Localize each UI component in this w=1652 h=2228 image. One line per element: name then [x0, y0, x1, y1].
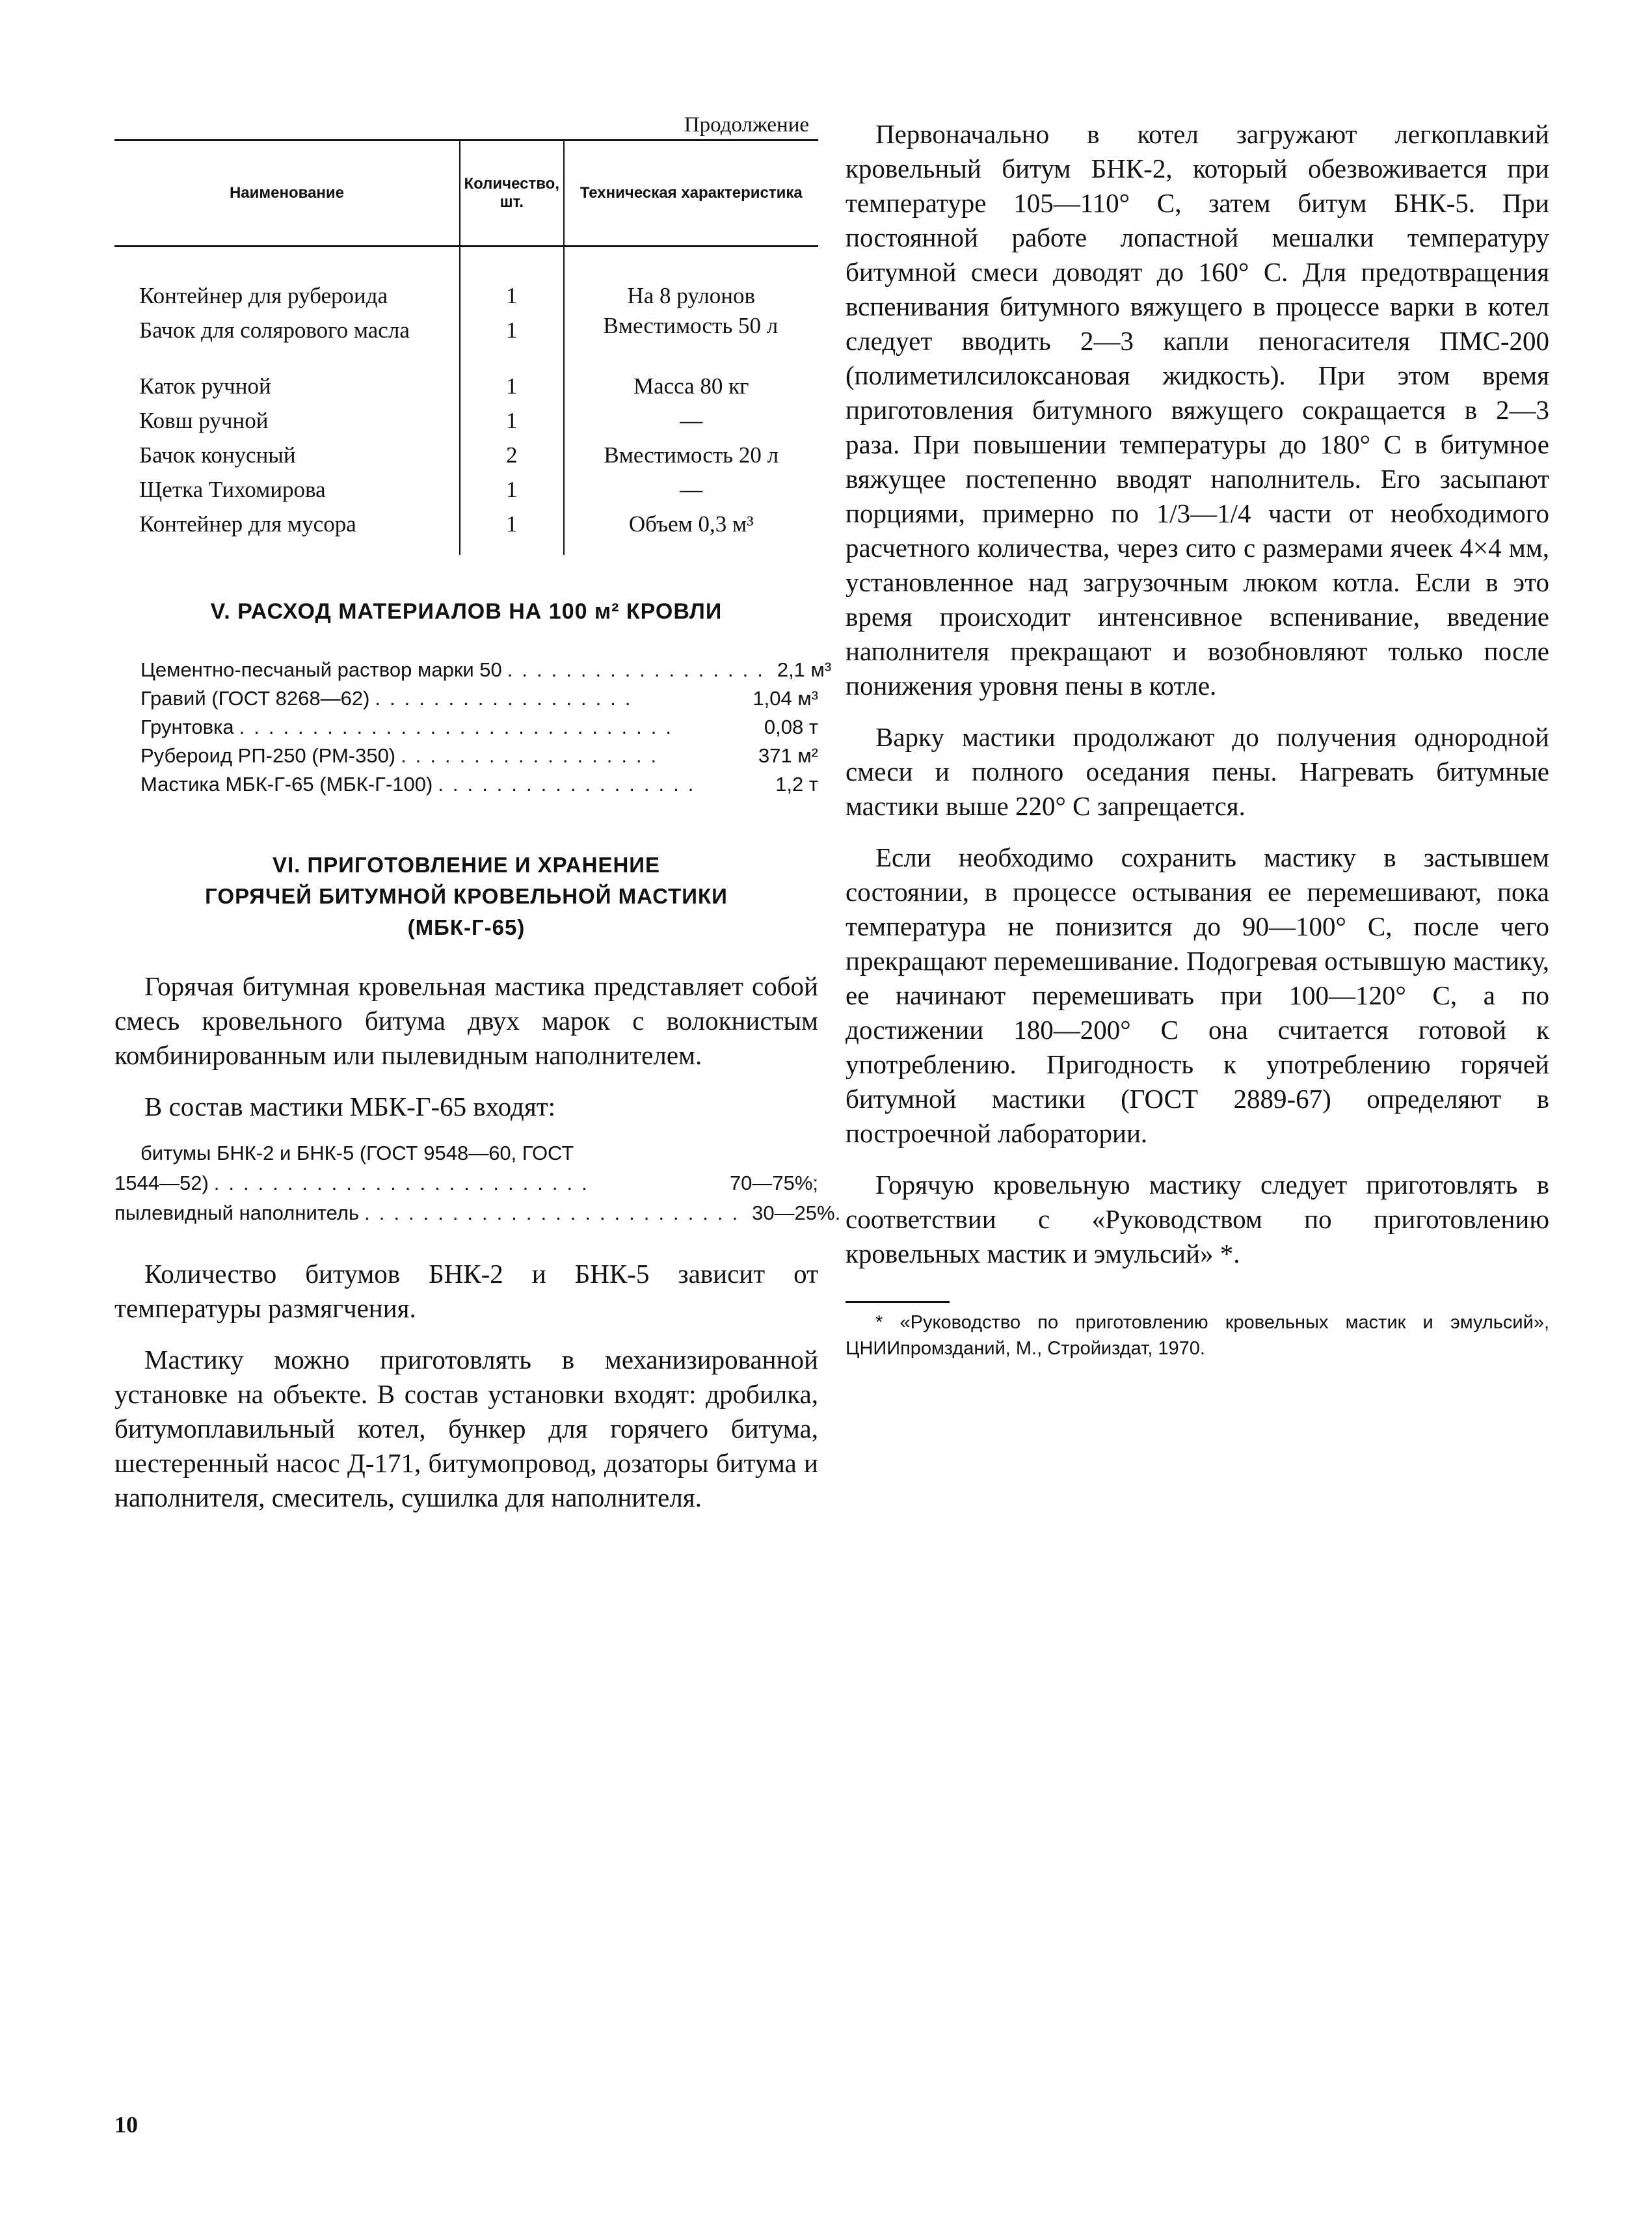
table-row	[114, 507, 818, 555]
equipment-table	[114, 139, 818, 555]
header-name: Наименование	[114, 141, 460, 247]
list-item	[114, 742, 818, 770]
material-value: 1,2 т	[775, 773, 818, 796]
material-value: 0,08 т	[764, 716, 818, 738]
row-name: Бачок для солярового масла	[139, 317, 410, 343]
material-name: Мастика МБК-Г-65 (МБК-Г-100)	[140, 773, 433, 796]
table-header-row	[114, 141, 818, 247]
paragraph: Мастику можно приготовлять в механизированной установке на объекте. В состав установки входят: дробилка, битумоплавильный котел, бункер для горячего битума, шестеренный насос Д-171, битумопровод, дозаторы битума и наполнителя, смеситель, сушилка для наполнителя.	[114, 1345, 818, 1512]
row-qty: 1	[460, 247, 564, 314]
material-value: 1,04 м³	[753, 687, 818, 710]
table-row	[114, 438, 818, 472]
row-name: Контейнер для рубероида	[139, 283, 388, 308]
paragraph: Количество битумов БНК-2 и БНК-5 зависит от температуры размягчения.	[114, 1259, 818, 1323]
row-name: Контейнер для мусора	[139, 511, 356, 537]
table-row	[114, 369, 818, 403]
dot-leader: ..........................	[213, 1172, 596, 1194]
composition-line: битумы БНК-2 и БНК-5 (ГОСТ 9548—60, ГОСТ	[140, 1142, 574, 1164]
dot-leader: ..............................	[239, 716, 680, 738]
paragraph: Горячая битумная кровельная мастика представляет собой смесь кровельного битума двух марок с волокнистым комбинированным или пылевидным наполнителем.	[114, 971, 818, 1070]
materials-list	[114, 656, 832, 799]
composition-list	[114, 1138, 841, 1228]
row-qty: 1	[460, 369, 564, 403]
section-6-heading	[114, 850, 818, 943]
composition-name: 1544—52)	[114, 1172, 209, 1194]
paragraph: Первоначально в котел загружают легкоплавкий кровельный битум БНК-2, который обезвоживается при температуре 105—110° С, затем битум БНК-5. При постоянной работе лопастной мешалки температуру битумной смеси доводят до 160° С. Для предотвращения вспенивания битумного вяжущего в процессе варки в котел следует вводить 2—3 капли пеногасителя ПМС-200 (полиметилсилоксановая жидкость). При этом время приготовления битумного вяжущего сокращается в 2—3 раза. При повышении температуры до 180° С в битумное вяжущее постепенно вводят наполнитель. Его засыпают порциями, примерно по 1/3—1/4 части от необходимого расчетного количества, через сито с размерами ячеек 4×4 мм, установленное над загрузочным люком котла. Если в это время происходит интенсивное вспенивание, введение наполнителя прекращают и возобновляют только после понижения уровня пены в котле.	[846, 119, 1549, 701]
composition-line	[114, 1168, 818, 1198]
section-6-heading-line: ГОРЯЧЕЙ БИТУМНОЙ КРОВЕЛЬНОЙ МАСТИКИ	[205, 884, 728, 908]
material-name: Рубероид РП-250 (РМ-350)	[140, 744, 396, 767]
dot-leader: ..................	[401, 744, 666, 767]
section-5-heading: V. РАСХОД МАТЕРИАЛОВ НА 100 м² КРОВЛИ	[210, 599, 723, 624]
footnote-divider	[846, 1301, 950, 1303]
continuation-label: Продолжение	[684, 113, 809, 137]
material-value: 371 м²	[758, 744, 818, 767]
header-quantity: Количество, шт.	[460, 141, 564, 247]
row-spec: Масса 80 кг	[633, 373, 749, 399]
section-6-heading-line: (МБК-Г-65)	[407, 915, 526, 939]
row-spec: —	[680, 408, 703, 433]
material-name: Гравий (ГОСТ 8268—62)	[140, 687, 370, 710]
footnote: * «Руководство по приготовлению кровельных мастик и эмульсий», ЦНИИпромзданий, М., Стройиздат, 1970.	[846, 1312, 1549, 1359]
table-row	[114, 313, 818, 369]
row-qty: 1	[460, 507, 564, 555]
row-spec: Вместимость 50 л	[603, 313, 779, 338]
composition-value: 70—75%;	[729, 1172, 818, 1194]
composition-line	[114, 1198, 841, 1228]
table-row	[114, 472, 818, 507]
dot-leader: ..................	[375, 687, 640, 710]
list-item	[114, 770, 818, 799]
list-item	[114, 684, 818, 713]
dot-leader: ..........................	[364, 1201, 747, 1224]
paragraph: Горячую кровельную мастику следует приготовлять в соответствии с «Руководством по приготовлению кровельных мастик и эмульсий» *.	[846, 1170, 1549, 1268]
row-name: Бачок конусный	[139, 442, 296, 468]
row-qty: 2	[460, 438, 564, 472]
list-item	[114, 656, 832, 684]
row-name: Ковш ручной	[139, 408, 269, 433]
page-number: 10	[114, 2112, 138, 2138]
row-spec: На 8 рулонов	[627, 283, 756, 308]
material-name: Цементно-песчаный раствор марки 50	[140, 658, 502, 681]
row-name: Щетка Тихомирова	[139, 477, 326, 502]
material-value: 2,1 м³	[777, 658, 832, 681]
row-qty: 1	[460, 472, 564, 507]
row-spec: —	[680, 477, 703, 502]
row-qty: 1	[460, 313, 564, 369]
dot-leader: ..................	[438, 773, 703, 796]
header-specification: Техническая характеристика	[564, 141, 818, 247]
dot-leader: ..................	[507, 658, 772, 681]
row-qty: 1	[460, 403, 564, 438]
list-item	[114, 713, 818, 742]
left-column	[114, 111, 841, 1515]
composition-value: 30—25%.	[752, 1201, 841, 1224]
row-name: Каток ручной	[139, 373, 271, 399]
composition-name: пылевидный наполнитель	[114, 1201, 360, 1224]
row-spec: Объем 0,3 м³	[628, 511, 754, 537]
material-name: Грунтовка	[140, 716, 234, 738]
table-row	[114, 403, 818, 438]
table-row	[114, 247, 818, 314]
row-spec: Вместимость 20 л	[604, 442, 779, 468]
right-column	[846, 111, 1549, 1362]
paragraph: В состав мастики МБК-Г-65 входят:	[144, 1092, 556, 1121]
paragraph: Если необходимо сохранить мастику в застывшем состоянии, в процессе остывания ее перемешивают, пока температура не понизится до 90—100° С, после чего прекращают перемешивание. Подогревая остывшую мастику, ее начинают перемешивать при 100—120° С, а по достижении 180—200° С она считается готовой к употреблению. Пригодность к употреблению горячей битумной мастики (ГОСТ 2889-67) определяют в построечной лаборатории.	[846, 842, 1549, 1148]
section-6-heading-line: VI. ПРИГОТОВЛЕНИЕ И ХРАНЕНИЕ	[272, 853, 661, 877]
paragraph: Варку мастики продолжают до получения однородной смеси и полного оседания пены. Нагревать битумные мастики выше 220° С запрещается.	[846, 722, 1549, 821]
